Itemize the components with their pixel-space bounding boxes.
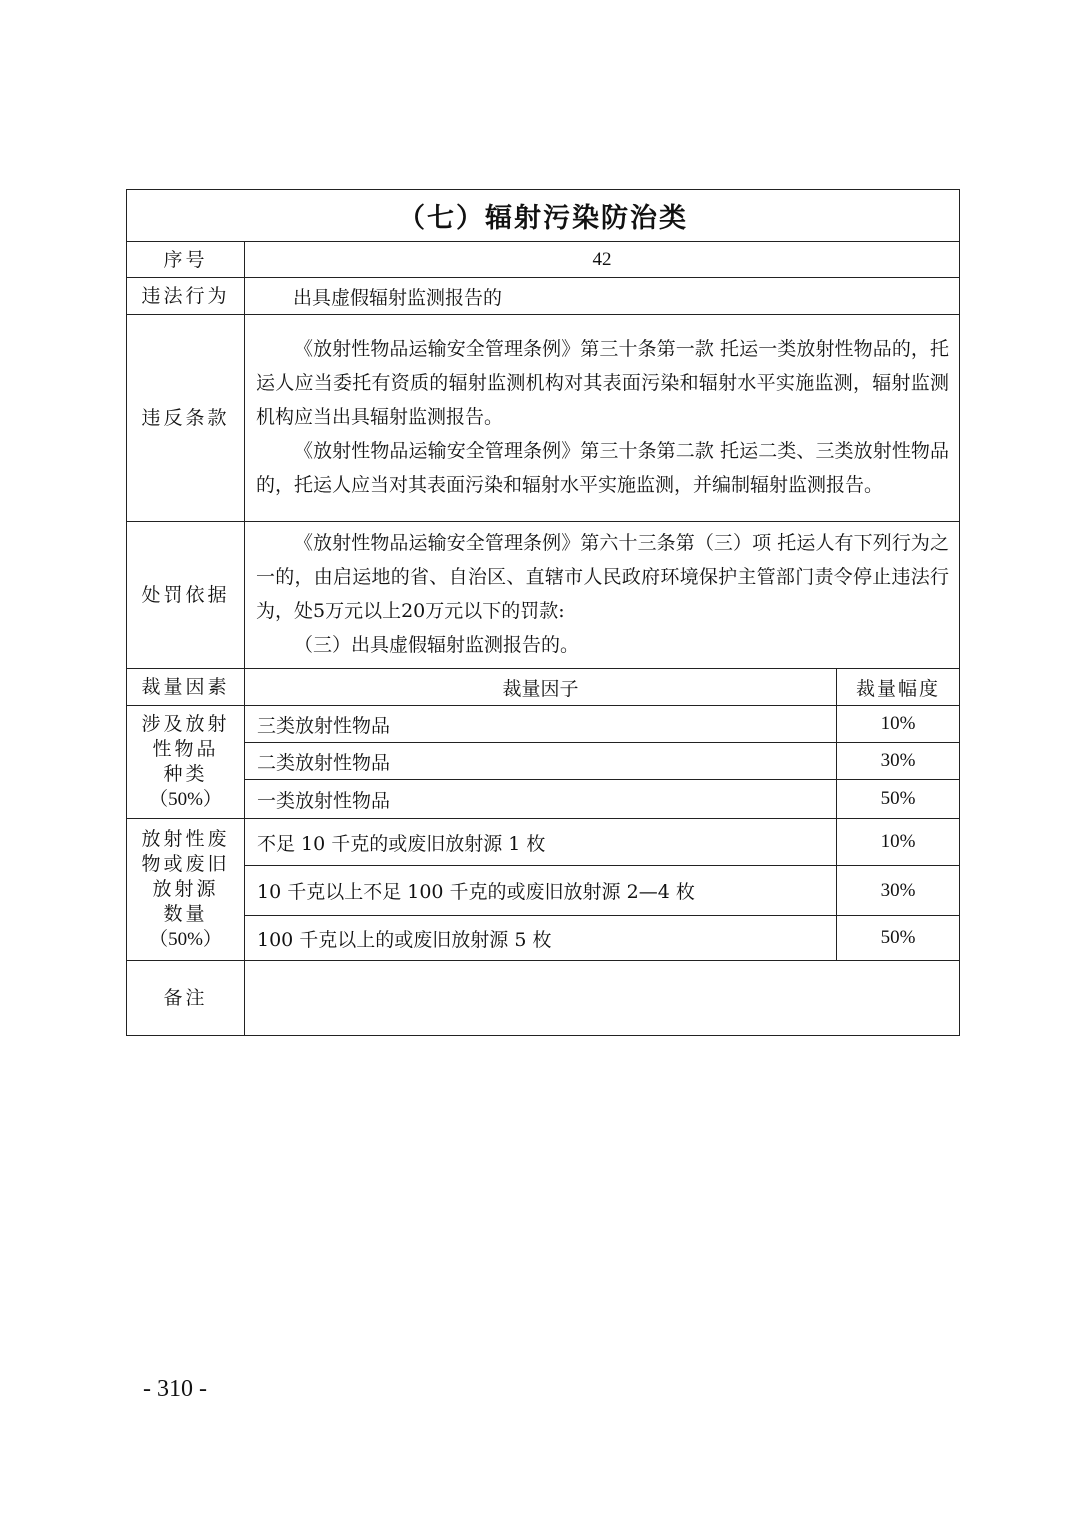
discretion-factor-item: 10 千克以上不足 100 千克的或废旧放射源 2—4 枚	[245, 866, 837, 916]
discretion-item-header: 裁量因子	[245, 669, 837, 706]
discretion-group-label	[127, 706, 245, 819]
discretion-factor-item: 不足 10 千克的或废旧放射源 1 枚	[245, 819, 837, 866]
penalty-basis-paragraph: 《放射性物品运输安全管理条例》第六十三条第（三）项 托运人有下列行为之一的，由启运地的省、自治区、直辖市人民政府环境保护主管部门责令停止违法行为，处5万元以上20万元以下的罚款:	[256, 532, 949, 622]
violated-clause-content	[245, 315, 960, 522]
violated-clause-paragraph: 《放射性物品运输安全管理条例》第三十条第二款 托运二类、三类放射性物品的，托运人应当对其表面污染和辐射水平实施监测，并编制辐射监测报告。	[256, 440, 949, 496]
penalty-standard-table	[126, 189, 960, 1036]
penalty-basis-content	[245, 522, 960, 669]
group-label-line: 种类	[163, 763, 208, 785]
discretion-factor-item: 100 千克以上的或废旧放射源 5 枚	[245, 916, 837, 961]
discretion-factor-header: 裁量因素	[127, 669, 245, 706]
group-label-line: 放射性废	[141, 828, 230, 850]
discretion-factor-item: 二类放射性物品	[245, 743, 837, 780]
page-number: - 310 -	[143, 1376, 207, 1402]
group-label-line: 性物品	[152, 738, 219, 760]
penalty-basis-label: 处罚依据	[127, 522, 245, 669]
discretion-range-value: 50%	[837, 780, 960, 819]
discretion-range-value: 50%	[837, 916, 960, 961]
discretion-range-value: 10%	[837, 819, 960, 866]
violated-clause-paragraph: 《放射性物品运输安全管理条例》第三十条第一款 托运一类放射性物品的，托运人应当委托有资质的辐射监测机构对其表面污染和辐射水平实施监测，辐射监测机构应当出具辐射监测报告。	[256, 338, 949, 428]
discretion-factor-item: 三类放射性物品	[245, 706, 837, 743]
discretion-range-value: 10%	[837, 706, 960, 743]
discretion-range-value: 30%	[837, 743, 960, 780]
remarks-label: 备注	[127, 961, 245, 1036]
discretion-factor-item: 一类放射性物品	[245, 780, 837, 819]
discretion-range-header: 裁量幅度	[837, 669, 960, 706]
group-label-line: 数量	[163, 903, 208, 925]
group-label-line: （50%）	[149, 789, 222, 810]
group-label-line: 涉及放射	[141, 713, 230, 735]
violation-value: 出具虚假辐射监测报告的	[245, 278, 960, 315]
discretion-range-value: 30%	[837, 866, 960, 916]
section-title: （七）辐射污染防治类	[127, 190, 960, 242]
penalty-basis-paragraph: （三）出具虚假辐射监测报告的。	[294, 634, 580, 656]
violation-label: 违法行为	[127, 278, 245, 315]
serial-label: 序号	[127, 242, 245, 278]
group-label-line: 放射源	[152, 878, 219, 900]
violated-clause-label: 违反条款	[127, 315, 245, 522]
discretion-group-label	[127, 819, 245, 961]
remarks-value	[245, 961, 960, 1036]
group-label-line: 物或废旧	[141, 853, 230, 875]
serial-value: 42	[245, 242, 960, 278]
group-label-line: （50%）	[149, 929, 222, 950]
